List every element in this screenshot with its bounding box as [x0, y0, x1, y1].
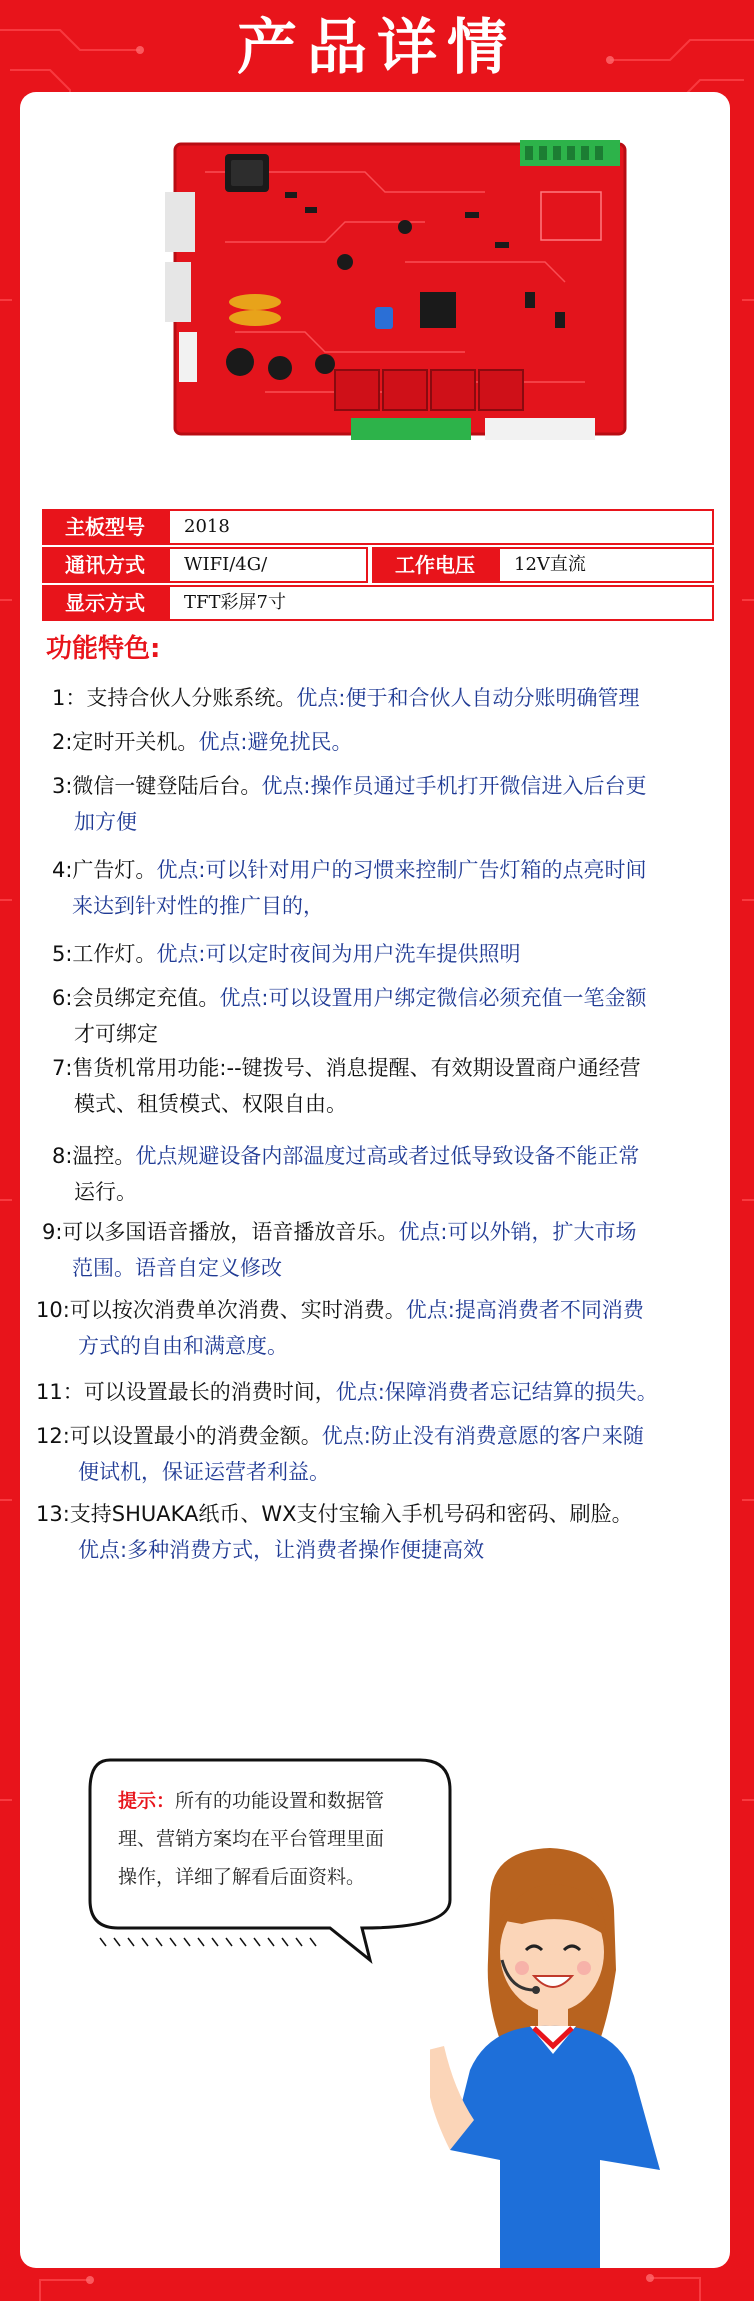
feature-item: 4:广告灯。优点:可以针对用户的习惯来控制广告灯箱的点亮时间 [52, 858, 647, 882]
feature-item-continued: 范围。语音自定义修改 [72, 1256, 282, 1280]
tip-label: 提示： [118, 1790, 176, 1812]
spec-row-display [42, 585, 714, 621]
feature-item-continued: 运行。 [74, 1180, 137, 1204]
feature-item: 13:支持SHUAKA纸币、WX支付宝输入手机号码和密码、刷脸。 [36, 1502, 633, 1526]
feature-item-continued: 方式的自由和满意度。 [78, 1334, 288, 1358]
features-title: 功能特色: [46, 634, 161, 664]
spec-value-model: 2018 [168, 509, 714, 545]
feature-item: 7:售货机常用功能:--键拨号、消息提醒、有效期设置商户通经营 [52, 1056, 641, 1080]
feature-item: 6:会员绑定充值。优点:可以设置用户绑定微信必须充值一笔金额 [52, 986, 647, 1010]
page-title: 产品详情 [237, 13, 517, 83]
feature-item: 1：支持合伙人分账系统。优点:便于和合伙人自动分账明确管理 [52, 686, 640, 710]
spec-label-comm: 通讯方式 [42, 547, 168, 583]
spec-value-voltage: 12V直流 [498, 547, 714, 583]
feature-item-continued: 来达到针对性的推广目的， [72, 894, 324, 918]
feature-item: 11：可以设置最长的消费时间，优点:保障消费者忘记结算的损失。 [36, 1380, 658, 1404]
spec-label-display: 显示方式 [42, 585, 168, 621]
spec-row-comm [42, 547, 714, 583]
spec-label-voltage: 工作电压 [372, 547, 498, 583]
feature-item-continued: 便试机，保证运营者利益。 [78, 1460, 330, 1484]
feature-item: 3:微信一键登陆后台。优点:操作员通过手机打开微信进入后台更 [52, 774, 647, 798]
feature-item: 12:可以设置最小的消费金额。优点:防止没有消费意愿的客户来随 [36, 1424, 644, 1448]
feature-item: 9:可以多国语音播放，语音播放音乐。优点:可以外销，扩大市场 [42, 1220, 637, 1244]
feature-item-continued: 才可绑定 [74, 1022, 158, 1046]
feature-item-continued: 模式、租赁模式、权限自由。 [74, 1092, 347, 1116]
feature-item: 5:工作灯。优点:可以定时夜间为用户洗车提供照明 [52, 942, 521, 966]
circuit-board-image [165, 132, 647, 454]
tip-text: 提示：所有的功能设置和数据管 理、营销方案均在平台管理里面 操作，详细了解看后面资料。 [118, 1790, 385, 1888]
spec-row-model [42, 509, 714, 545]
spec-value-comm: WIFI/4G/ [168, 547, 368, 583]
feature-item-continued: 加方便 [74, 810, 137, 834]
feature-item-continued: 优点:多种消费方式，让消费者操作便捷高效 [78, 1538, 485, 1562]
spec-value-display: TFT彩屏7寸 [168, 585, 714, 621]
feature-item: 2:定时开关机。优点:避免扰民。 [52, 730, 353, 754]
feature-item: 8:温控。优点规避设备内部温度过高或者过低导致设备不能正常 [52, 1144, 640, 1168]
customer-service-avatar [430, 1840, 730, 2268]
feature-item: 10:可以按次消费单次消费、实时消费。优点:提高消费者不同消费 [36, 1298, 644, 1322]
spec-label-model: 主板型号 [42, 509, 168, 545]
